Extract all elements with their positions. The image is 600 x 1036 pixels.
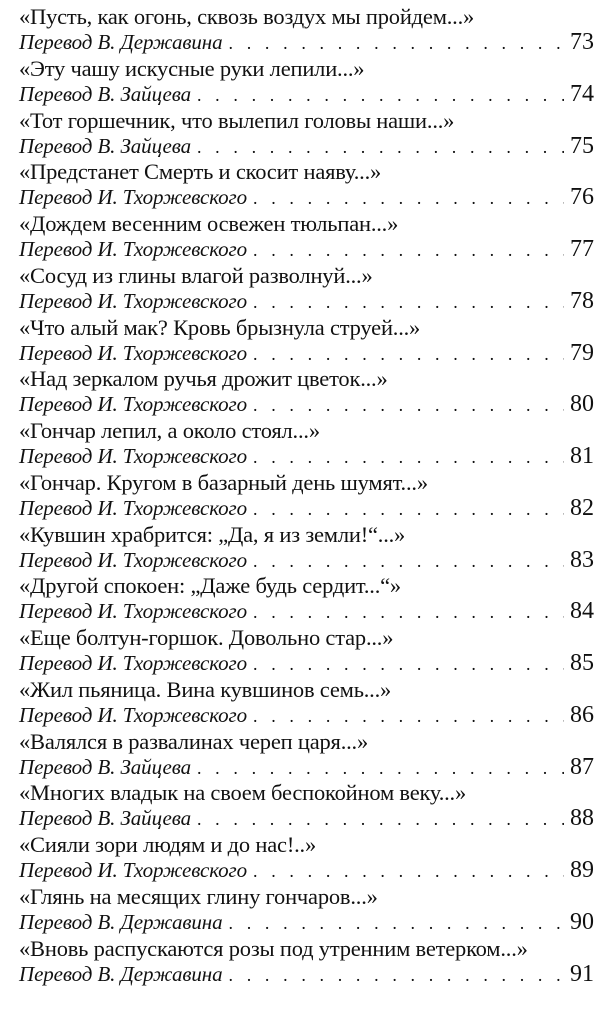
translator-credit: Перевод В. Державина [19,30,223,54]
translator-credit: Перевод И. Тхоржевского [19,237,248,261]
toc-entry-line [19,341,594,366]
page-number: 76 [570,184,594,211]
toc-entry-line [19,548,594,573]
dot-leader [253,859,564,884]
dot-leader [229,963,564,988]
dot-leader [253,497,564,522]
translator-credit: Перевод И. Тхоржевского [19,547,248,572]
translator-credit: Перевод И. Тхоржевского [19,444,248,468]
poem-first-line: «Сияли зори людям и до нас!..» [19,832,317,857]
toc-entry-line [19,599,594,624]
poem-first-line: «Что алый мак? Кровь брызнула струей...» [19,314,421,340]
toc-entry-line [19,755,594,780]
page-number: 77 [570,236,594,262]
page-number: 90 [570,908,594,935]
poem-first-line: «Другой спокоен: „Даже будь сердит...“» [19,573,401,599]
page-number: 78 [570,287,594,314]
page-number: 87 [570,753,594,780]
page-number: 91 [570,960,594,987]
page-number: 84 [570,598,594,625]
toc-entry-line [19,185,594,210]
toc-entry-line [19,444,594,469]
translator-credit: Перевод В. Зайцева [19,754,191,779]
toc-entry [19,729,594,781]
dot-leader [253,652,564,677]
toc-entry-line [19,962,594,987]
poem-first-line: «Над зеркалом ручья дрожит цветок...» [19,366,388,392]
poem-first-line: «Многих владык на своем беспокойном веку...» [19,780,467,806]
translator-credit: Перевод В. Зайцева [19,806,191,831]
translator-credit: Перевод И. Тхоржевского [19,185,248,210]
poem-first-line: «Гончар лепил, а около стоял...» [19,418,320,443]
dot-leader [197,756,564,781]
toc-entry-line [19,703,594,728]
toc-entry-line [19,651,594,676]
toc-entry-line [19,289,594,314]
toc-entry [19,936,594,988]
toc-entry [19,263,594,315]
dot-leader [253,290,564,315]
toc-entry-line [19,496,594,521]
page-number: 89 [570,857,594,883]
page-number: 75 [570,132,594,159]
translator-credit: Перевод В. Зайцева [19,133,191,158]
toc-entry [19,573,594,625]
page-number: 88 [570,805,594,832]
translator-credit: Перевод В. Зайцева [19,81,191,106]
translator-credit: Перевод И. Тхоржевского [19,392,248,417]
page-number: 81 [570,443,594,469]
page-number: 73 [570,29,594,55]
toc-entry [19,780,594,832]
poem-first-line: «Кувшин храбрится: „Да, я из земли!“...» [19,521,406,547]
toc-entry [19,884,594,936]
dot-leader [253,238,564,263]
translator-credit: Перевод В. Державина [19,909,223,934]
toc-entry-line [19,392,594,417]
poem-first-line: «Жил пьяница. Вина кувшинов семь...» [19,676,392,702]
poem-first-line: «Предстанет Смерть и скосит наяву...» [19,159,382,185]
poem-first-line: «Пусть, как огонь, сквозь воздух мы пройдем...» [19,4,475,29]
page-number: 82 [570,494,594,521]
toc-entry [19,677,594,729]
translator-credit: Перевод И. Тхоржевского [19,599,248,624]
page-number: 79 [570,339,594,366]
toc-entry [19,159,594,211]
poem-first-line: «Вновь распускаются розы под утренним ветерком...» [19,935,528,961]
page-number: 83 [570,546,594,573]
toc-entry [19,56,594,108]
toc-entry [19,108,594,160]
dot-leader [253,549,564,574]
toc-entry-line [19,910,594,935]
toc-entry [19,832,594,884]
dot-leader [253,445,564,470]
toc-entry-line [19,806,594,831]
toc-entry [19,4,594,56]
poem-first-line: «Эту чашу искусные руки лепили...» [19,55,365,81]
dot-leader [197,83,564,108]
dot-leader [197,807,564,832]
dot-leader [197,135,564,160]
poem-first-line: «Дождем весенним освежен тюльпан...» [19,211,399,236]
toc-entry-line [19,237,594,262]
poem-first-line: «Еще болтун-горшок. Довольно стар...» [19,625,394,650]
toc-entry [19,315,594,367]
translator-credit: Перевод В. Державина [19,961,223,986]
toc-entry [19,418,594,470]
page-number: 85 [570,650,594,676]
dot-leader [229,911,564,936]
dot-leader [253,342,564,367]
translator-credit: Перевод И. Тхоржевского [19,702,248,727]
toc-entry-line [19,30,594,55]
translator-credit: Перевод И. Тхоржевского [19,288,248,313]
toc-entry [19,625,594,677]
toc-entry-line [19,858,594,883]
translator-credit: Перевод И. Тхоржевского [19,495,248,520]
toc-entry [19,522,594,574]
poem-first-line: «Гончар. Кругом в базарный день шумят...» [19,469,428,495]
dot-leader [229,31,564,56]
poem-first-line: «Тот горшечник, что вылепил головы наши...» [19,107,455,133]
dot-leader [253,393,564,418]
toc-entry [19,470,594,522]
toc-entry [19,366,594,418]
page-number: 80 [570,391,594,418]
dot-leader [253,186,564,211]
dot-leader [253,704,564,729]
dot-leader [253,600,564,625]
poem-first-line: «Сосуд из глины влагой разволнуй...» [19,262,373,288]
translator-credit: Перевод И. Тхоржевского [19,340,248,365]
page-number: 74 [570,80,594,107]
toc-entry-line [19,134,594,159]
translator-credit: Перевод И. Тхоржевского [19,858,248,882]
page-number: 86 [570,701,594,728]
poem-first-line: «Глянь на месящих глину гончаров...» [19,883,378,909]
table-of-contents [19,4,594,987]
toc-entry [19,211,594,263]
poem-first-line: «Валялся в развалинах череп царя...» [19,728,369,754]
toc-entry-line [19,82,594,107]
translator-credit: Перевод И. Тхоржевского [19,651,248,675]
